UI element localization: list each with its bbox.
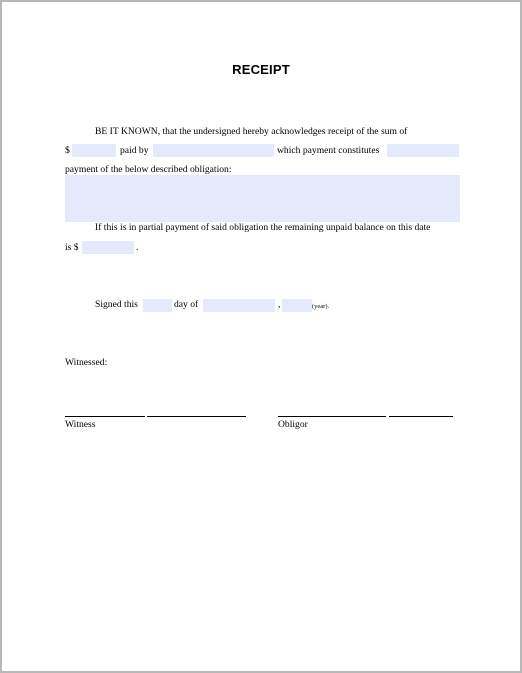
date-comma: ,: [278, 299, 281, 310]
day-of-label: day of: [174, 299, 199, 310]
balance-period: .: [136, 242, 139, 253]
obligation-description-field[interactable]: [65, 175, 460, 222]
balance-field[interactable]: [82, 241, 134, 254]
obligor-signature-line-right[interactable]: [389, 416, 453, 417]
day-field[interactable]: [143, 299, 172, 312]
paid-by-field[interactable]: [153, 144, 274, 157]
witness-label: Witness: [65, 419, 96, 430]
year-label: (year).: [312, 303, 330, 310]
balance-label: is $: [65, 242, 79, 253]
amount-field[interactable]: [72, 144, 116, 157]
witness-signature-line-right[interactable]: [147, 416, 246, 417]
obligor-signature-line-left[interactable]: [278, 416, 386, 417]
obligation-label: payment of the below described obligation:: [65, 164, 232, 175]
witnessed-label: Witnessed:: [65, 357, 108, 368]
document-title: RECEIPT: [232, 62, 290, 77]
acknowledgement-text: BE IT KNOWN, that the undersigned hereby acknowledges receipt of the sum of: [95, 126, 408, 137]
signed-this-label: Signed this: [95, 299, 138, 310]
partial-payment-text: If this is in partial payment of said obligation the remaining unpaid balance on this date: [95, 222, 431, 233]
month-field[interactable]: [203, 299, 275, 312]
paid-by-label: paid by: [120, 145, 149, 156]
dollar-sign: $: [65, 145, 70, 156]
which-payment-label: which payment constitutes: [277, 145, 380, 156]
witness-signature-line-left[interactable]: [65, 416, 145, 417]
obligor-label: Obligor: [278, 419, 308, 430]
year-field[interactable]: [282, 299, 312, 312]
payment-type-field[interactable]: [387, 144, 459, 157]
